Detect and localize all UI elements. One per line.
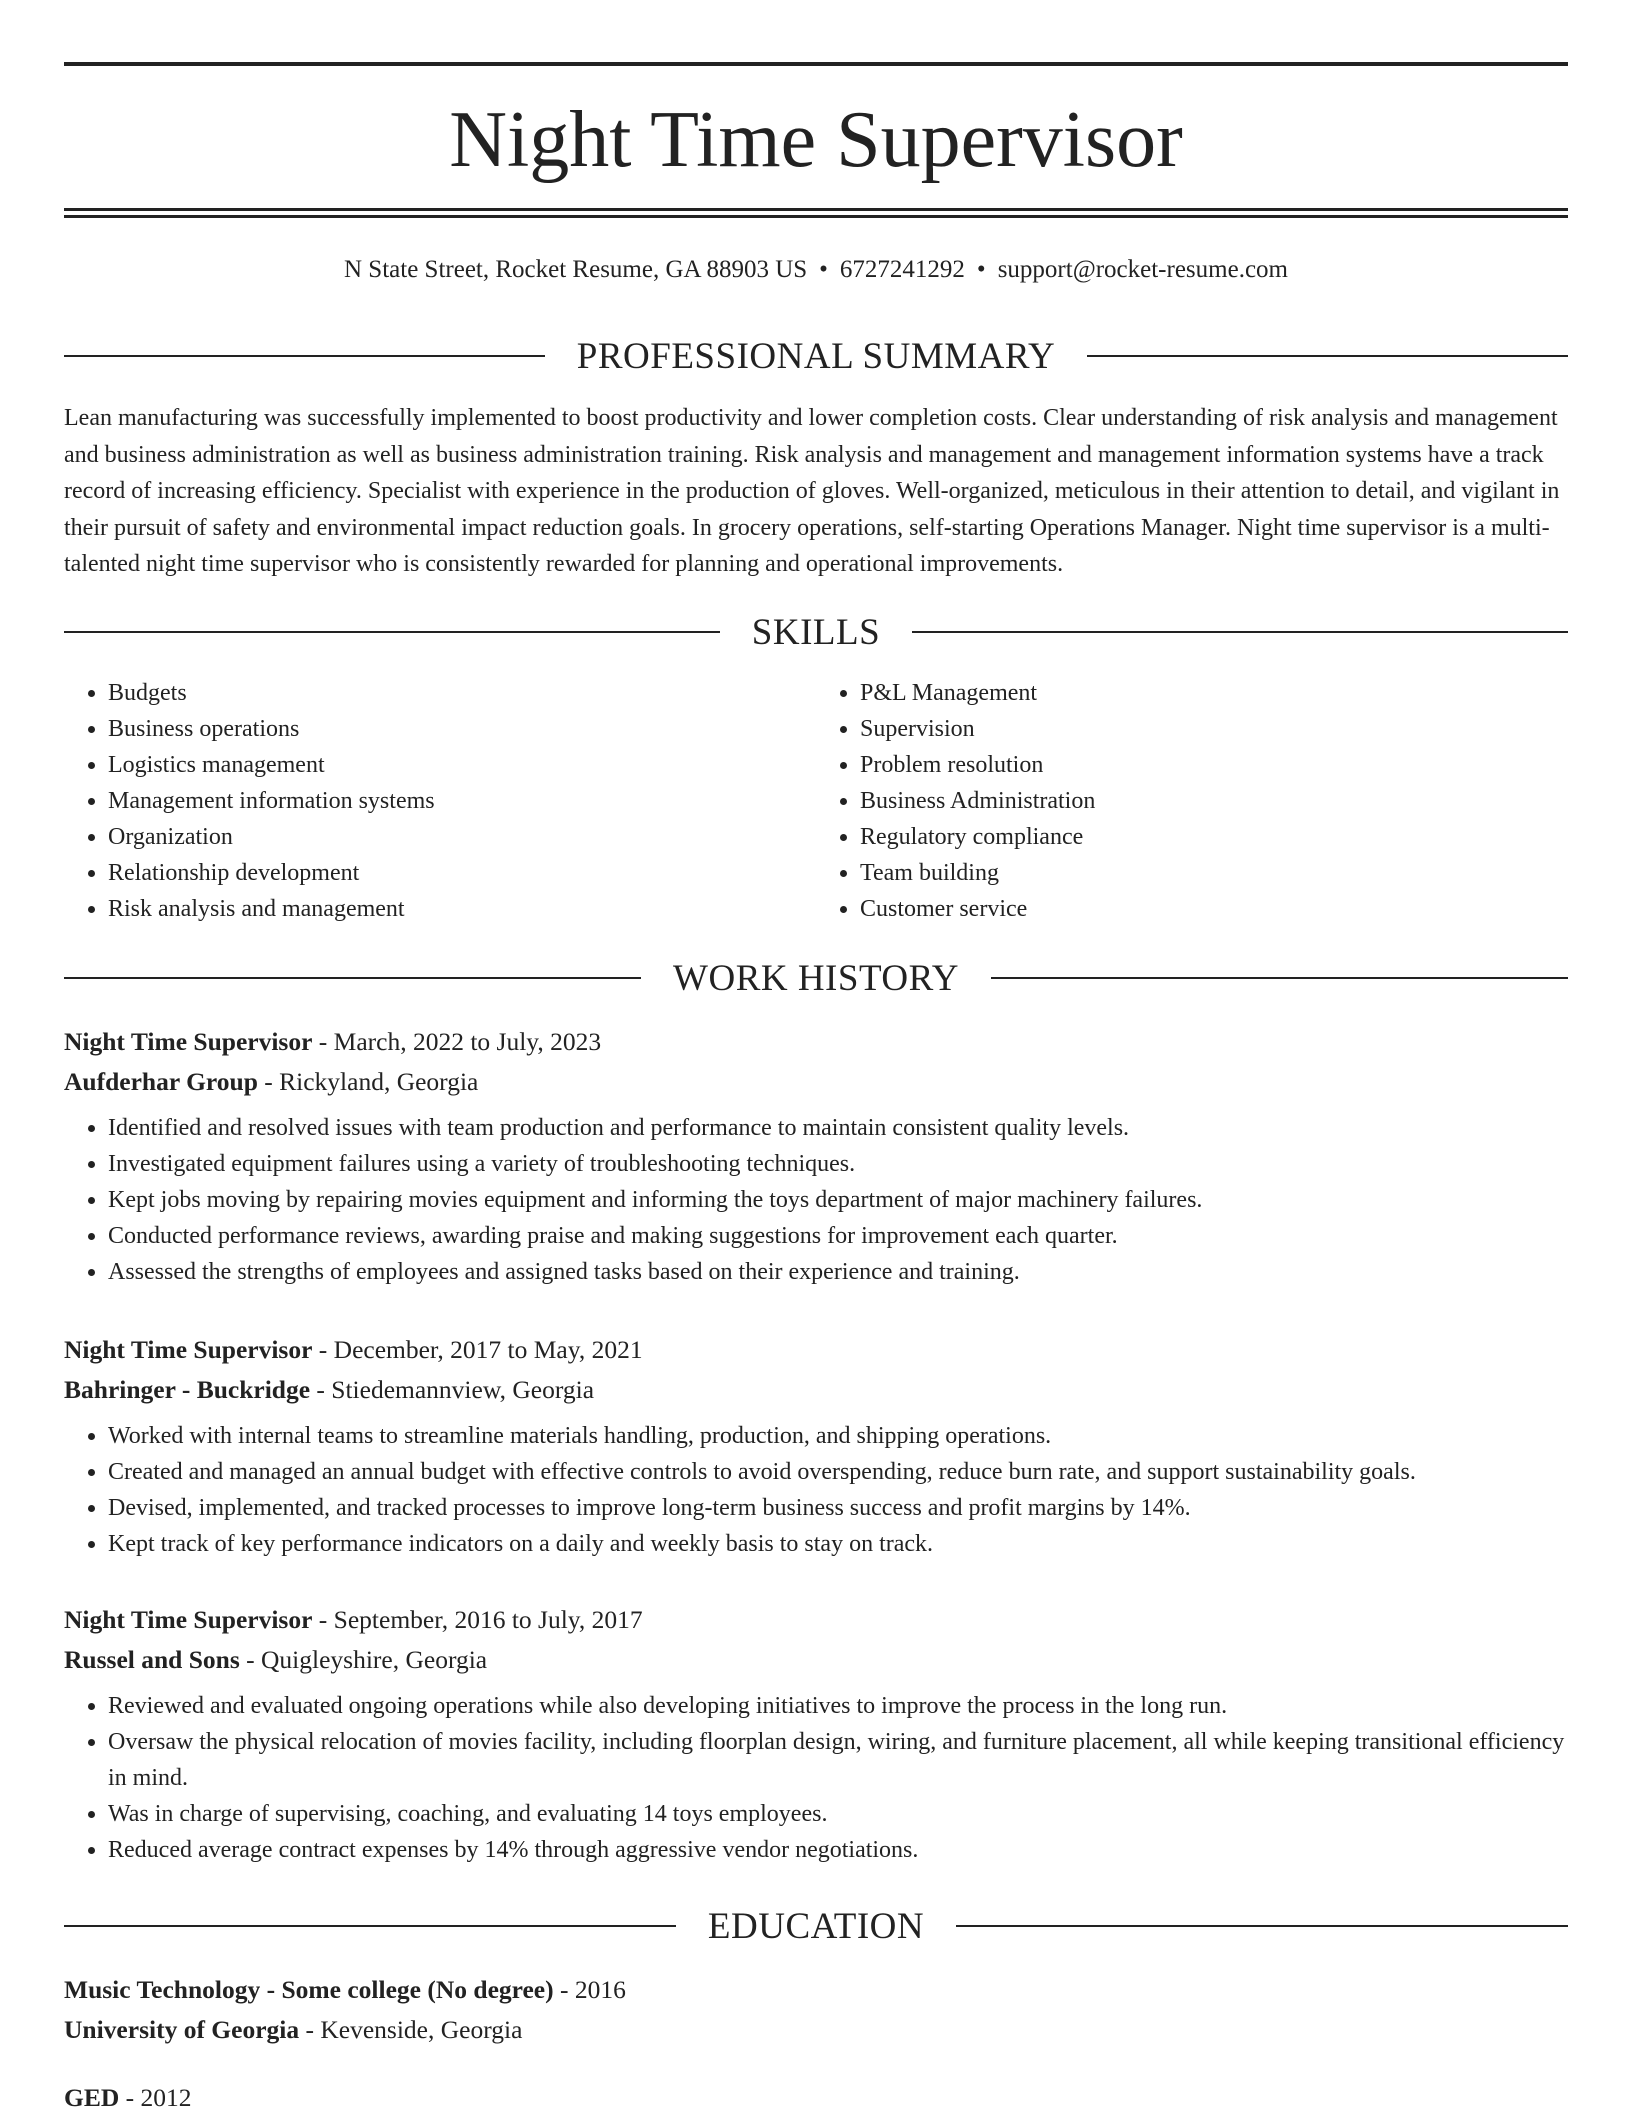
school-location: - Kevenside, Georgia <box>299 2015 523 2044</box>
job-title: Night Time Supervisor <box>64 1335 313 1364</box>
skill-item: • Budgets <box>108 675 816 711</box>
separator: • <box>976 256 986 283</box>
email: support@rocket-resume.com <box>997 256 1288 283</box>
job-dates: - September, 2016 to July, 2017 <box>312 1605 643 1634</box>
divider <box>64 1925 676 1927</box>
top-rule <box>64 62 1568 66</box>
job-entry <box>64 1600 1568 1868</box>
company-location: - Quigleyshire, Georgia <box>239 1645 488 1674</box>
list-item: • Oversaw the physical relocation of movies facility, including floorplan design, wiring, and furniture placement, all while keeping transitional efficiency in mind. <box>108 1724 1568 1796</box>
job-bullets <box>64 1110 1568 1290</box>
job-title-row <box>64 1022 1568 1062</box>
section-title: PROFESSIONAL SUMMARY <box>576 335 1056 377</box>
skill-item: • Business Administration <box>860 783 1568 819</box>
section-header-work <box>64 956 1568 1000</box>
degree: GED <box>64 2083 120 2112</box>
list-item: • Conducted performance reviews, awarding praise and making suggestions for improvement each quarter. <box>108 1218 1568 1254</box>
contact-line <box>64 252 1568 288</box>
list-item: • Was in charge of supervising, coaching, and evaluating 14 toys employees. <box>108 1796 1568 1832</box>
education-entry <box>64 1970 1568 2050</box>
company-name: Aufderhar Group <box>64 1067 258 1096</box>
skill-item: • Regulatory compliance <box>860 819 1568 855</box>
skill-item: • Organization <box>108 819 816 855</box>
skill-item: • Customer service <box>860 891 1568 927</box>
section-header-skills <box>64 610 1568 654</box>
divider <box>1087 355 1568 357</box>
company-name: Russel and Sons <box>64 1645 240 1674</box>
job-entry <box>64 1022 1568 1290</box>
list-item: • Investigated equipment failures using a variety of troubleshooting techniques. <box>108 1146 1568 1182</box>
section-header-education <box>64 1904 1568 1948</box>
separator: • <box>819 256 828 283</box>
skill-item: • P&L Management <box>860 675 1568 711</box>
resume-name: Night Time Supervisor <box>449 96 1183 184</box>
skill-item: • Logistics management <box>108 747 816 783</box>
list-item: • Assessed the strengths of employees and assigned tasks based on their experience and training. <box>108 1254 1568 1290</box>
skill-item: • Business operations <box>108 711 816 747</box>
list-item: • Identified and resolved issues with team production and performance to maintain consistent quality levels. <box>108 1110 1568 1146</box>
double-rule <box>64 208 1568 218</box>
job-company-row <box>64 1370 1568 1410</box>
education-entry <box>64 2078 1568 2118</box>
list-item: • Kept track of key performance indicators on a daily and weekly basis to stay on track. <box>108 1526 1568 1562</box>
job-entry <box>64 1330 1568 1562</box>
skill-item: • Management information systems <box>108 783 816 819</box>
education-year: - 2016 <box>553 1975 626 2004</box>
skills-column-left <box>64 675 816 927</box>
job-title: Night Time Supervisor <box>64 1027 313 1056</box>
job-company-row <box>64 1062 1568 1102</box>
school-name: University of Georgia <box>64 2015 300 2044</box>
job-bullets <box>64 1418 1568 1562</box>
education-year: - 2012 <box>119 2083 192 2112</box>
job-bullets <box>64 1688 1568 1868</box>
section-title: SKILLS <box>751 611 881 653</box>
company-name: Bahringer - Buckridge <box>64 1375 311 1404</box>
divider <box>64 631 720 633</box>
education-degree-row <box>64 1970 1568 2010</box>
section-header-summary <box>64 334 1568 378</box>
section-title: WORK HISTORY <box>673 957 959 999</box>
professional-summary: Lean manufacturing was successfully implemented to boost productivity and lower completion costs. Clear understanding of risk analysis and management and business administration as well as business administration training. Risk analysis and management and management information systems have a track record of increasing efficiency. Specialist with experience in the production of gloves. Well-organized, meticulous in their attention to detail, and vigilant in their pursuit of safety and environmental impact reduction goals. In grocery operations, self-starting Operations Manager. Night time supervisor is a multi-talented night time supervisor who is consistently rewarded for planning and operational improvements. <box>64 405 1560 577</box>
education-school-row <box>64 2010 1568 2050</box>
job-title: Night Time Supervisor <box>64 1605 313 1634</box>
divider <box>991 977 1568 979</box>
skill-item: • Supervision <box>860 711 1568 747</box>
list-item: • Devised, implemented, and tracked processes to improve long-term business success and profit margins by 14%. <box>108 1490 1568 1526</box>
skill-item: • Problem resolution <box>860 747 1568 783</box>
job-company-row <box>64 1640 1568 1680</box>
divider <box>64 977 641 979</box>
company-location: - Rickyland, Georgia <box>257 1067 479 1096</box>
divider <box>956 1925 1568 1927</box>
list-item: • Kept jobs moving by repairing movies equipment and informing the toys department of major machinery failures. <box>108 1182 1568 1218</box>
skill-item: • Relationship development <box>108 855 816 891</box>
degree: Music Technology - Some college (No degree) <box>64 1975 554 2004</box>
divider <box>912 631 1568 633</box>
section-title: EDUCATION <box>707 1905 925 1947</box>
skills-column-right <box>816 675 1568 927</box>
phone: 6727241292 <box>839 256 965 283</box>
skill-item: • Team building <box>860 855 1568 891</box>
address: N State Street, Rocket Resume, GA 88903 US <box>344 256 808 283</box>
list-item: • Created and managed an annual budget with effective controls to avoid overspending, reduce burn rate, and support sustainability goals. <box>108 1454 1568 1490</box>
list-item: • Reduced average contract expenses by 14% through aggressive vendor negotiations. <box>108 1832 1568 1868</box>
divider <box>64 355 545 357</box>
skill-item: • Risk analysis and management <box>108 891 816 927</box>
company-location: - Stiedemannview, Georgia <box>310 1375 595 1404</box>
job-dates: - March, 2022 to July, 2023 <box>312 1027 602 1056</box>
list-item: • Reviewed and evaluated ongoing operations while also developing initiatives to improve the process in the long run. <box>108 1688 1568 1724</box>
skills-list <box>64 675 1568 927</box>
job-title-row <box>64 1330 1568 1370</box>
education-degree-row <box>64 2078 1568 2118</box>
job-title-row <box>64 1600 1568 1640</box>
job-dates: - December, 2017 to May, 2021 <box>312 1335 643 1364</box>
list-item: • Worked with internal teams to streamline materials handling, production, and shipping operations. <box>108 1418 1568 1454</box>
